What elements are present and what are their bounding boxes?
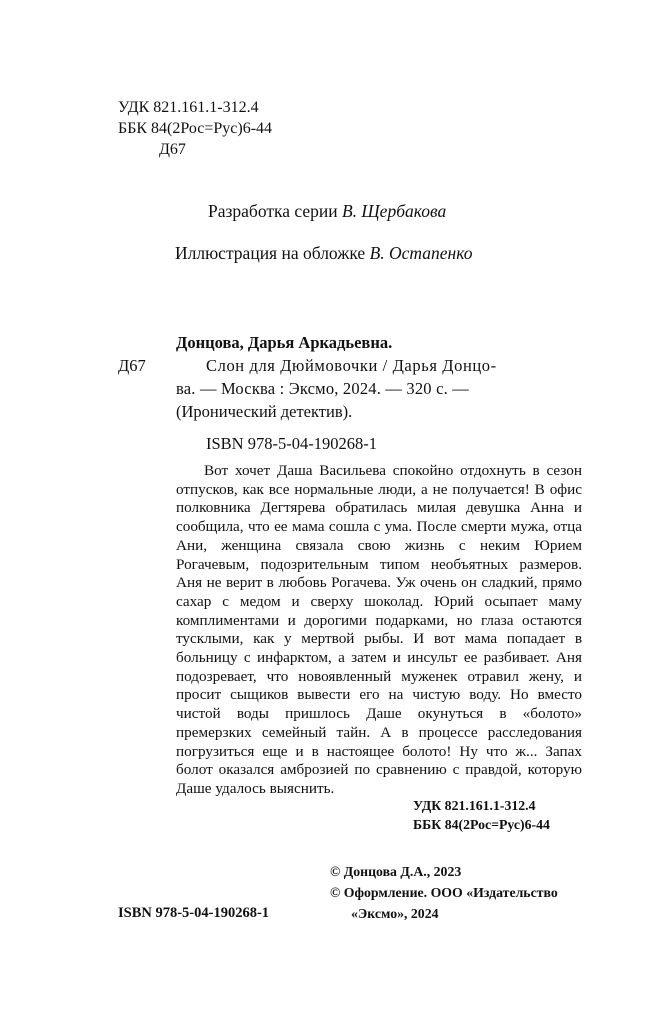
cover-label: Иллюстрация на обложке — [175, 243, 366, 263]
series-credit — [208, 200, 446, 222]
copyright-line-2: © Оформление. ООО «Издательство — [330, 885, 558, 900]
bottom-bbk: ББК 84(2Рос=Рус)6-44 — [413, 817, 550, 832]
annotation-text: Вот хочет Даша Васильева спокойно отдохнуть в сезон отпусков, как все нормальные люди, а не получается! В офис полковника Дегтярева обратилась милая девушка Анна и сообщила, что ее мама сошла с ума. После смерти мужа, отца Ани, женщина связала свою жизнь с неким Юрием Рогачевым, подозрительным типом необъятных размеров. Аня не верит в любовь Рогачева. Уж очень он сладкий, прямо сахар с медом и сверху шоколад. Юрий осыпает маму комплиментами и дорогими подарками, но глаза остаются тусклыми, как у мертвой рыбы. И вот мама попадает в больницу с инфарктом, а затем и инсульт ее разбивает. Аня подозревает, что новоявленный муженек отравил жену, и просит сыщиков вывести его на чистую воду. Но вместо чистой воды пришлось Даше окунуться в «болото» премерзких семейный тайн. А в процессе расследования погрузиться еще и в настоящее болото! Ну что ж... Запах болот оказался амброзией по сравнению с правдой, которую Даше удалось выяснить. — [176, 462, 582, 797]
entry-heading: Донцова, Дарья Аркадьевна. — [176, 333, 393, 352]
series-name: В. Щербакова — [341, 201, 447, 221]
series-label: Разработка серии — [208, 201, 338, 221]
author-mark: Д67 — [159, 141, 186, 158]
cover-name: В. Остапенко — [369, 243, 473, 263]
annotation — [176, 462, 582, 799]
bottom-udk: УДК 821.161.1-312.4 — [413, 798, 536, 813]
udk-code: УДК 821.161.1-312.4 — [118, 99, 259, 116]
bottom-isbn: ISBN 978-5-04-190268-1 — [118, 905, 270, 921]
entry-line-1: Слон для Дюймовочки / Дарья Донцо- — [206, 356, 497, 375]
copyright-line-1: © Донцова Д.А., 2023 — [330, 864, 462, 879]
entry-line-3: (Иронический детектив). — [176, 402, 353, 421]
copyright-line-3: «Эксмо», 2024 — [351, 906, 439, 921]
entry-mark: Д67 — [118, 356, 146, 375]
entry-isbn: ISBN 978-5-04-190268-1 — [206, 434, 377, 453]
bbk-code: ББК 84(2Рос=Рус)6-44 — [118, 120, 273, 137]
entry-line-2: ва. — Москва : Эксмо, 2024. — 320 с. — — [176, 379, 469, 398]
cover-credit — [175, 242, 472, 264]
